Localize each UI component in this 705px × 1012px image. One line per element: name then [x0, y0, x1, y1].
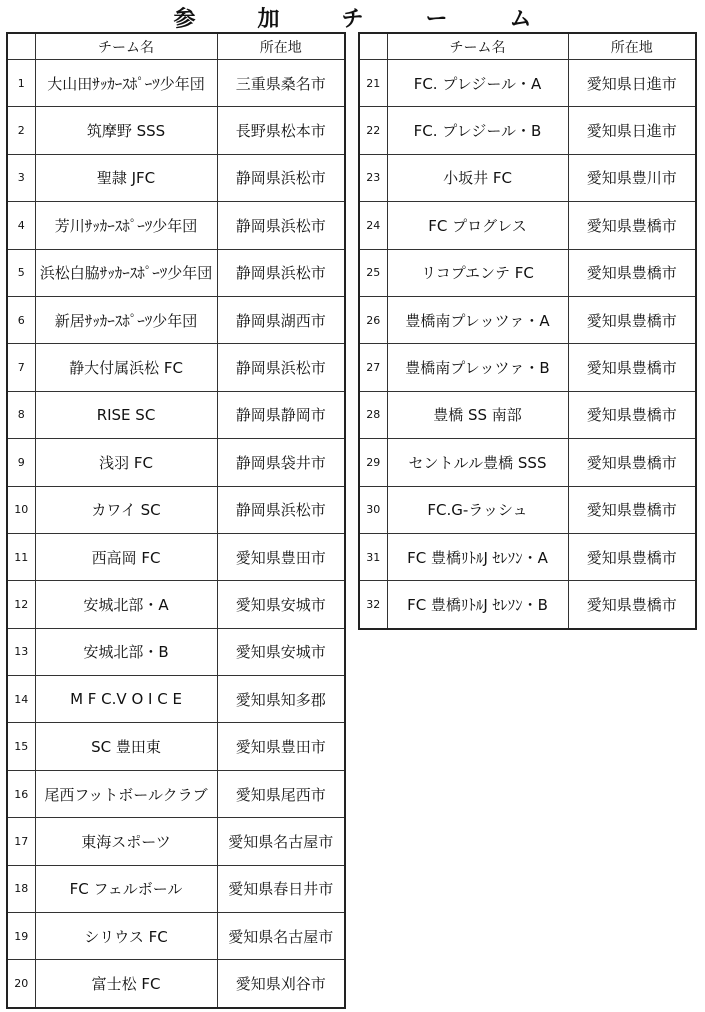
team-location: 愛知県豊田市: [217, 723, 345, 770]
page-title: 参 加 チ ー ム: [173, 7, 552, 32]
team-location: 長野県松本市: [217, 107, 345, 154]
team-name: 尾西フットボールクラブ: [35, 770, 217, 817]
table-row: [7, 154, 345, 201]
team-number: 2: [7, 107, 35, 154]
table-row: [7, 676, 345, 723]
team-number: 7: [7, 344, 35, 391]
team-number: 3: [7, 154, 35, 201]
team-location: 愛知県豊橋市: [568, 249, 696, 296]
team-number: 22: [359, 107, 387, 154]
team-number: 27: [359, 344, 387, 391]
table-row: [359, 249, 696, 296]
header-no: [359, 33, 387, 60]
table-row: [359, 391, 696, 438]
team-location: 愛知県豊橋市: [568, 391, 696, 438]
team-name: 豊橋南プレッツァ・B: [387, 344, 568, 391]
team-name: 安城北部・A: [35, 581, 217, 628]
team-name: 浜松白脇ｻｯｶｰｽﾎﾟｰﾂ少年団: [35, 249, 217, 296]
team-name: 芳川ｻｯｶｰｽﾎﾟｰﾂ少年団: [35, 202, 217, 249]
team-location: 愛知県豊川市: [568, 154, 696, 201]
team-location: 愛知県春日井市: [217, 865, 345, 912]
team-location: 愛知県豊橋市: [568, 533, 696, 580]
table-row: [359, 60, 696, 107]
team-name: 豊橋南プレッツァ・A: [387, 296, 568, 343]
team-location: 愛知県日進市: [568, 60, 696, 107]
team-location: 愛知県豊橋市: [568, 581, 696, 629]
team-number: 13: [7, 628, 35, 675]
team-name: 富士松 FC: [35, 960, 217, 1008]
table-row: [7, 770, 345, 817]
table-row: [7, 818, 345, 865]
team-number: 21: [359, 60, 387, 107]
team-number: 26: [359, 296, 387, 343]
team-name: FC. プレジール・B: [387, 107, 568, 154]
table-row: [359, 581, 696, 629]
team-name: FC.G-ラッシュ: [387, 486, 568, 533]
team-number: 29: [359, 439, 387, 486]
team-number: 6: [7, 296, 35, 343]
table-row: [359, 202, 696, 249]
team-name: 浅羽 FC: [35, 439, 217, 486]
team-number: 11: [7, 533, 35, 580]
table-row: [359, 439, 696, 486]
team-location: 静岡県静岡市: [217, 391, 345, 438]
team-name: シリウス FC: [35, 913, 217, 960]
table-row: [359, 154, 696, 201]
team-number: 24: [359, 202, 387, 249]
table-header-row: [7, 33, 345, 60]
header-team-name: チーム名: [387, 33, 568, 60]
team-location: 愛知県安城市: [217, 581, 345, 628]
header-location: 所在地: [217, 33, 345, 60]
team-location: 愛知県安城市: [217, 628, 345, 675]
table-row: [7, 391, 345, 438]
table-row: [359, 344, 696, 391]
team-location: 静岡県浜松市: [217, 486, 345, 533]
team-table-right: [358, 32, 697, 630]
team-name: 新居ｻｯｶｰｽﾎﾟｰﾂ少年団: [35, 296, 217, 343]
table-row: [7, 581, 345, 628]
table-header-row: [359, 33, 696, 60]
table-row: [359, 486, 696, 533]
team-location: 静岡県湖西市: [217, 296, 345, 343]
team-name: 西高岡 FC: [35, 533, 217, 580]
team-name: セントルル豊橋 SSS: [387, 439, 568, 486]
team-name: 大山田ｻｯｶｰｽﾎﾟｰﾂ少年団: [35, 60, 217, 107]
table-row: [359, 296, 696, 343]
table-row: [7, 107, 345, 154]
team-number: 28: [359, 391, 387, 438]
team-name: RISE SC: [35, 391, 217, 438]
team-name: 安城北部・B: [35, 628, 217, 675]
team-number: 17: [7, 818, 35, 865]
header-location: 所在地: [568, 33, 696, 60]
team-name: FC. プレジール・A: [387, 60, 568, 107]
team-number: 25: [359, 249, 387, 296]
header-no: [7, 33, 35, 60]
team-number: 10: [7, 486, 35, 533]
team-number: 12: [7, 581, 35, 628]
team-location: 三重県桑名市: [217, 60, 345, 107]
table-row: [359, 107, 696, 154]
header-team-name: チーム名: [35, 33, 217, 60]
team-number: 1: [7, 60, 35, 107]
team-location: 静岡県浜松市: [217, 154, 345, 201]
team-name: 小坂井 FC: [387, 154, 568, 201]
team-name: リコプエンテ FC: [387, 249, 568, 296]
team-number: 4: [7, 202, 35, 249]
table-row: [7, 913, 345, 960]
team-location: 愛知県豊橋市: [568, 344, 696, 391]
team-name: 東海スポーツ: [35, 818, 217, 865]
table-row: [7, 533, 345, 580]
team-location: 愛知県豊橋市: [568, 486, 696, 533]
team-number: 23: [359, 154, 387, 201]
table-row: [7, 723, 345, 770]
table-row: [7, 344, 345, 391]
team-name: 静大付属浜松 FC: [35, 344, 217, 391]
team-number: 19: [7, 913, 35, 960]
team-location: 愛知県尾西市: [217, 770, 345, 817]
table-row: [7, 439, 345, 486]
team-name: カワイ SC: [35, 486, 217, 533]
team-location: 愛知県名古屋市: [217, 913, 345, 960]
team-table-left: [6, 32, 346, 1009]
team-location: 静岡県浜松市: [217, 202, 345, 249]
team-location: 愛知県豊橋市: [568, 439, 696, 486]
table-row: [7, 628, 345, 675]
team-name: SC 豊田東: [35, 723, 217, 770]
team-number: 9: [7, 439, 35, 486]
team-number: 14: [7, 676, 35, 723]
team-number: 32: [359, 581, 387, 629]
team-name: 豊橋 SS 南部: [387, 391, 568, 438]
team-name: FC 豊橋ﾘﾄﾙJ ｾﾚｿﾝ・A: [387, 533, 568, 580]
table-row: [7, 296, 345, 343]
team-location: 静岡県浜松市: [217, 249, 345, 296]
team-location: 愛知県豊橋市: [568, 202, 696, 249]
table-row: [359, 533, 696, 580]
team-name: FC フェルボール: [35, 865, 217, 912]
team-number: 20: [7, 960, 35, 1008]
team-number: 31: [359, 533, 387, 580]
table-row: [7, 249, 345, 296]
team-number: 15: [7, 723, 35, 770]
team-location: 愛知県豊橋市: [568, 296, 696, 343]
team-name: M F C.V O I C E: [35, 676, 217, 723]
table-row: [7, 202, 345, 249]
team-location: 静岡県袋井市: [217, 439, 345, 486]
team-name: 聖隷 JFC: [35, 154, 217, 201]
team-location: 愛知県豊田市: [217, 533, 345, 580]
team-number: 18: [7, 865, 35, 912]
team-name: 筑摩野 SSS: [35, 107, 217, 154]
team-name: FC 豊橋ﾘﾄﾙJ ｾﾚｿﾝ・B: [387, 581, 568, 629]
table-row: [7, 960, 345, 1008]
team-number: 5: [7, 249, 35, 296]
team-location: 愛知県刈谷市: [217, 960, 345, 1008]
table-row: [7, 865, 345, 912]
table-row: [7, 486, 345, 533]
team-number: 30: [359, 486, 387, 533]
team-location: 愛知県日進市: [568, 107, 696, 154]
table-row: [7, 60, 345, 107]
team-location: 愛知県知多郡: [217, 676, 345, 723]
team-location: 愛知県名古屋市: [217, 818, 345, 865]
team-number: 8: [7, 391, 35, 438]
team-name: FC プログレス: [387, 202, 568, 249]
team-location: 静岡県浜松市: [217, 344, 345, 391]
team-number: 16: [7, 770, 35, 817]
